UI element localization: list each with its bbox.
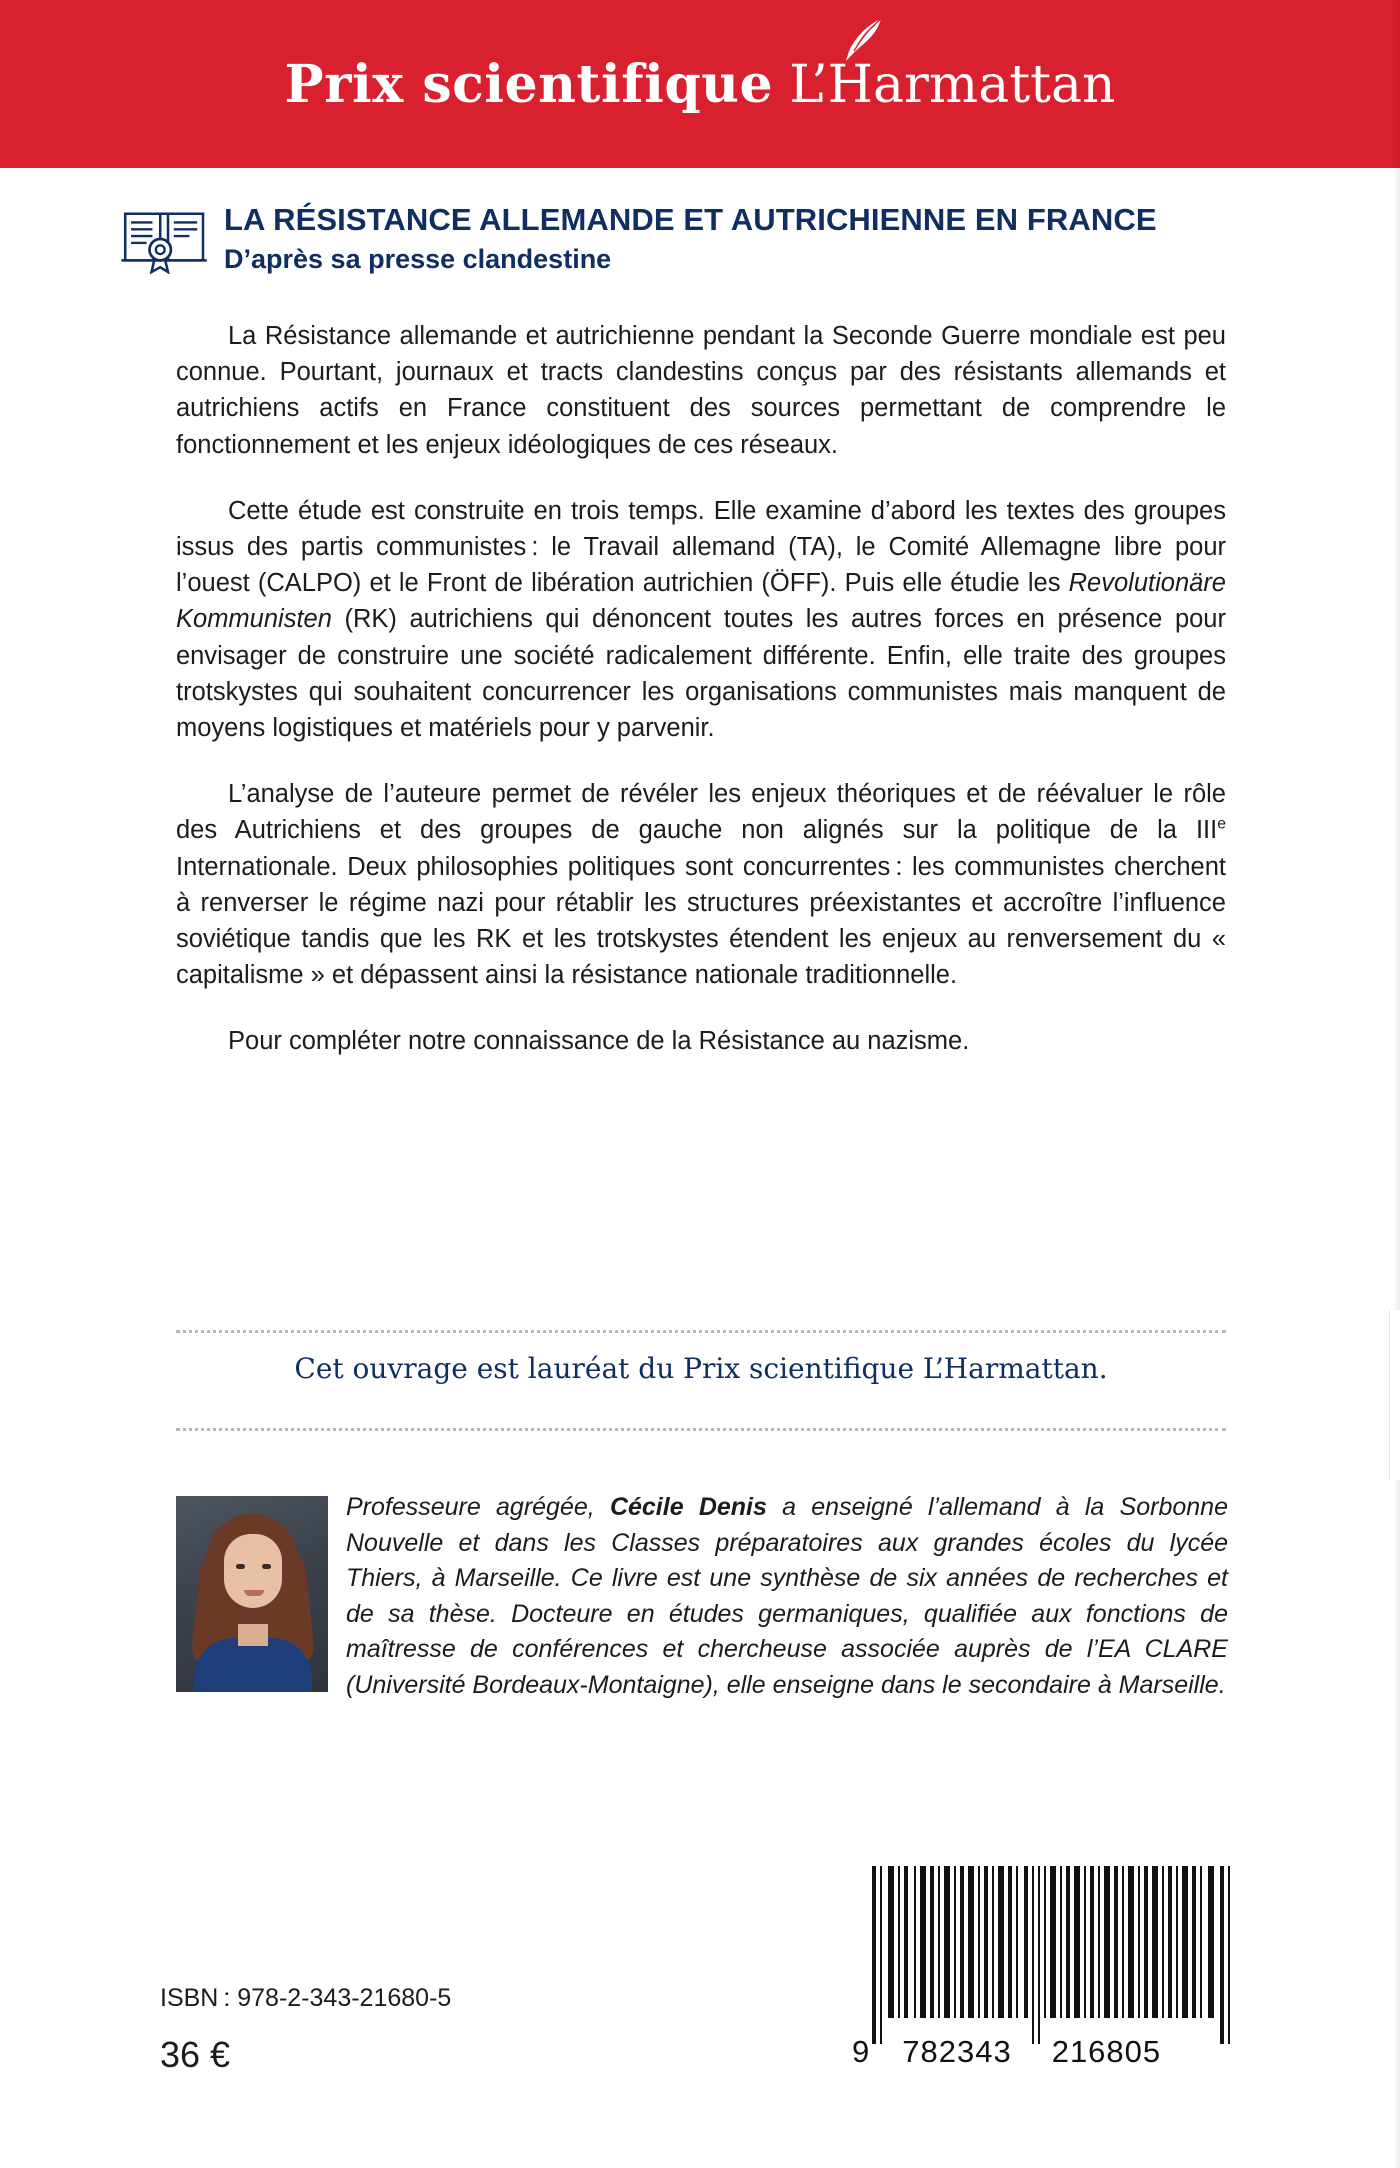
title-texts bbox=[224, 196, 1157, 275]
page-subtitle: D’après sa presse clandestine bbox=[224, 243, 612, 274]
author-photo bbox=[176, 1496, 328, 1692]
page-edge-shadow bbox=[1392, 0, 1400, 2168]
paragraph-2-italic-title: Revolutionäre Kommunisten bbox=[176, 569, 1226, 634]
prix-scientifique-banner bbox=[0, 0, 1400, 168]
author-name: Cécile Denis bbox=[609, 1493, 767, 1521]
paragraph-1: La Résistance allemande et autrichienne pendant la Seconde Guerre mondiale est peu connue. Pourtant, journaux et tracts clandestins conçus par des résistants allemands et autrichiens actifs en France constituent des sources permettant de comprendre le fonctionnement et les enjeux idéologiques de ces réseaux. bbox=[176, 322, 1226, 459]
barcode-digits bbox=[852, 2034, 1252, 2070]
banner-prix-text: Prix scientifique bbox=[284, 53, 774, 115]
portrait-face bbox=[224, 1534, 282, 1608]
author-bio-part1: Professeure agrégée, bbox=[346, 1493, 610, 1521]
author-bio-text bbox=[176, 1490, 1228, 1703]
open-book-award-icon bbox=[118, 204, 218, 274]
award-statement: Cet ouvrage est lauréat du Prix scientifique L’Harmattan. bbox=[294, 1352, 1108, 1385]
paragraph-3-part1: L’analyse de l’auteure permet de révéler les enjeux théoriques et de réévaluer le rôle des Autrichiens et des groupes de gauche non alignés sur la politique de la III bbox=[176, 780, 1226, 845]
paragraph-3-part2: Internationale. Deux philosophies politiques sont concurrentes : les communistes cherchent à renverser le régime nazi pour rétablir les structures préexistantes et accroître l’influence soviétique tandis que les RK et les trotskystes étendent les enjeux au renversement du « capitalisme » et dépassent ainsi la résistance nationale traditionnelle. bbox=[176, 852, 1226, 990]
paragraph-3-superscript: e bbox=[1217, 815, 1226, 833]
barcode-digits-mid: 782343 bbox=[902, 2034, 1012, 2069]
paragraph-2 bbox=[176, 493, 1226, 746]
portrait-body bbox=[194, 1638, 312, 1692]
ean13-barcode bbox=[866, 1862, 1238, 2048]
title-block bbox=[118, 196, 1298, 275]
paragraph-2-part1: Cette étude est construite en trois temps. Elle examine d’abord les textes des groupes issus des partis communistes : le Travail allemand (TA), le Comité Allemagne libre pour l’ouest (CALPO) et le Front de libération autrichien (ÖFF). Puis elle étudie les bbox=[176, 496, 1226, 598]
portrait-eye-right bbox=[262, 1564, 271, 1569]
paragraph-3 bbox=[176, 776, 1226, 993]
divider-top bbox=[176, 1330, 1226, 1333]
banner-logo bbox=[284, 54, 1115, 115]
isbn-text: ISBN : 978-2-343-21680-5 bbox=[160, 1984, 452, 2012]
portrait-neck bbox=[238, 1624, 268, 1646]
paragraph-2-part2: (RK) autrichiens qui dénoncent toutes les autres forces en présence pour envisager de construire une société radicalement différente. Enfin, elle traite des groupes trotskystes qui souhaitent concurrencer les organisations communistes mais manquent de moyens logistiques et matériels pour y parvenir. bbox=[176, 605, 1226, 743]
author-bio-part2: a enseigné l’allemand à la Sorbonne Nouvelle et dans les Classes préparatoires aux grandes écoles du lycée Thiers, à Marseille. Ce livre est une synthèse de six années de recherches et de sa thèse. Docteure en études germaniques, qualifiée aux fonctions de maîtresse de conférences et chercheuse associée auprès de l’EA CLARE (Université Bordeaux-Montaigne), elle enseigne dans le secondaire à Marseille. bbox=[346, 1493, 1228, 1699]
blurb-text bbox=[176, 318, 1226, 1060]
portrait-eye-left bbox=[236, 1564, 245, 1569]
page-edge-notch bbox=[1389, 1310, 1400, 1480]
banner-publisher-name bbox=[789, 55, 1115, 115]
barcode-digit-left: 9 bbox=[852, 2034, 871, 2069]
page-title: LA RÉSISTANCE ALLEMANDE ET AUTRICHIENNE EN FRANCE bbox=[224, 202, 1157, 237]
paragraph-4: Pour compléter notre connaissance de la Résistance au nazisme. bbox=[228, 1027, 970, 1056]
price-text: 36 € bbox=[160, 2034, 231, 2075]
feather-quill-icon bbox=[841, 17, 885, 63]
portrait-mouth bbox=[244, 1590, 264, 1596]
author-bio-block bbox=[176, 1490, 1228, 1703]
publisher-rest: armattan bbox=[873, 54, 1116, 115]
barcode-digits-right: 216805 bbox=[1051, 2034, 1162, 2069]
publisher-prefix: L’H bbox=[789, 54, 874, 115]
divider-bottom bbox=[176, 1428, 1226, 1431]
